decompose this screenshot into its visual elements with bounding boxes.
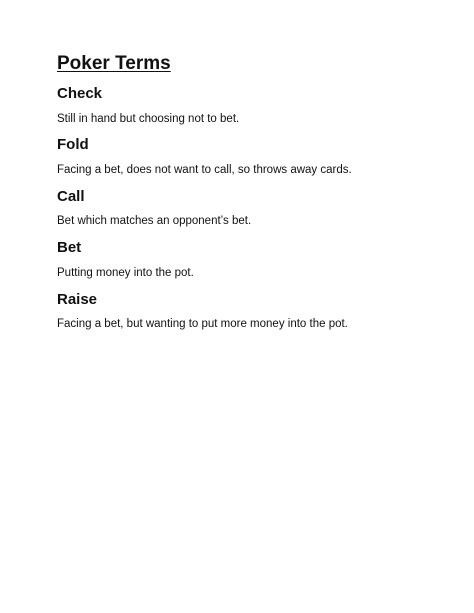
term-definition-bet: Putting money into the pot. (57, 267, 194, 279)
term-heading-check: Check (57, 85, 103, 102)
term-definition-raise: Facing a bet, but wanting to put more money into the pot. (57, 318, 348, 330)
term-definition-call: Bet which matches an opponent’s bet. (57, 215, 252, 227)
term-heading-call: Call (57, 188, 85, 205)
document-title: Poker Terms (57, 53, 171, 74)
term-heading-fold: Fold (57, 136, 89, 153)
term-definition-check: Still in hand but choosing not to bet. (57, 113, 240, 125)
term-heading-raise: Raise (57, 291, 98, 308)
term-heading-bet: Bet (57, 239, 82, 256)
term-definition-fold: Facing a bet, does not want to call, so throws away cards. (57, 164, 352, 176)
